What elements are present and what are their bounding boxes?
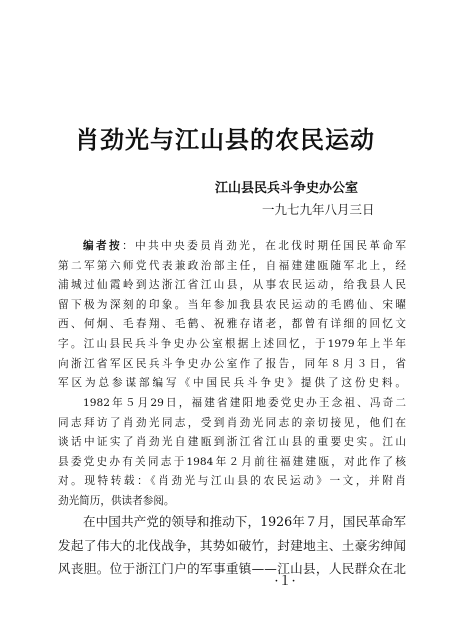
article-title: 肖劲光与江山县的农民运动 xyxy=(75,126,375,154)
article-date: 一九七九年八月三日 xyxy=(262,202,375,217)
editor-note-label: 编者按 xyxy=(83,240,123,252)
editor-note-continued xyxy=(58,394,406,512)
page-number-row xyxy=(0,570,450,589)
editor-note-line: 同志拜访了肖劲光同志，受到肖劲光同志的亲切接见，他们在 xyxy=(58,416,406,429)
author-organization: 江山县民兵斗争史办公室 xyxy=(215,181,359,196)
body-line: 在中国共产党的领导和推动下，1926年７月，国民革命军 xyxy=(83,514,406,529)
page-number: ·１· xyxy=(274,574,296,589)
body-line: 风丧胆。位于浙江门户的军事重镇——江山县，人民群众在北 xyxy=(58,561,406,576)
editor-note-line: 西、何炯、毛春翔、毛鹤、祝雅存诸老，都曾有详细的回忆文 xyxy=(58,318,406,331)
editor-note-line: 向浙江省军区民兵斗争史办公室作了报告，同年８月３日，省 xyxy=(58,357,406,370)
editor-note-text: ：中共中央委员肖劲光，在北伐时期任国民革命军 xyxy=(122,240,406,252)
editor-note-line: 县委党史办有关同志于1984年２月前往福建建瓯，对此作了核 xyxy=(58,455,406,468)
editor-note-line xyxy=(58,237,406,257)
editor-note-line: 留下极为深刻的印象。当年参加我县农民运动的毛鸥仙、宋曜 xyxy=(58,298,406,311)
editor-note-line: 浦城过仙霞岭到达浙江省江山县，从事农民运动，给我县人民 xyxy=(58,279,406,292)
editor-note-line: 谈话中证实了肖劲光自建瓯到浙江省江山县的重要史实。江山 xyxy=(58,436,406,449)
editor-note-line: 第二军第六师党代表兼政治部主任，自福建建瓯随军北上，经 xyxy=(58,259,406,272)
body-line: 发起了伟大的北伐战争，其势如破竹，封建地主、土豪劣绅闻 xyxy=(58,537,406,553)
editor-note-line: 劲光简历，供读者参阅。 xyxy=(58,494,175,507)
editor-note xyxy=(58,237,406,394)
editor-note-line: 军区为总参谋部编写《中国民兵斗争史》提供了这份史料。 xyxy=(58,377,406,390)
editor-note-line: 字。江山县民兵斗争史办公室根据上述回忆，于1979年上半年 xyxy=(58,337,406,350)
editor-note-line: 对。现特转载：《肖劲光与江山县的农民运动》一文，并附肖 xyxy=(58,475,406,488)
editor-note-line: 1982年５月29日，福建省建阳地委党史办王念祖、冯奇二 xyxy=(83,397,406,409)
